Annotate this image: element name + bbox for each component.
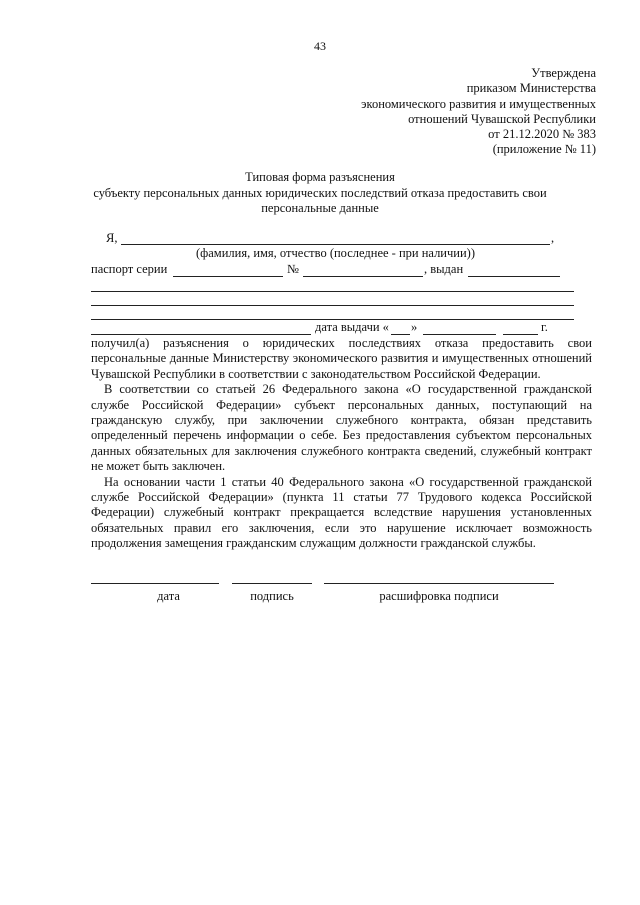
issue-day-field[interactable] [391,334,410,335]
issued-by-line[interactable] [91,305,574,306]
issue-date-close: » [411,320,418,334]
year-suffix: г. [541,320,548,334]
document-title [90,170,550,217]
approval-line: от 21.12.2020 № 383 [488,127,596,142]
title-line: субъекту персональных данных юридических последствий отказа предоставить свои [93,185,547,200]
passport-number-field[interactable] [303,276,423,277]
issue-year-field[interactable] [503,334,538,335]
explanation-text [91,336,592,552]
fio-hint: (фамилия, имя, отчество (последнее - при наличии)) [196,246,475,260]
passport-series-label: паспорт серии [91,262,168,276]
approval-line: приказом Министерства [466,81,596,96]
title-line: персональные данные [261,201,379,215]
passport-series-field[interactable] [173,276,283,277]
paragraph-received: получил(а) разъяснения о юридических последствиях отказа предоставить свои персональные данные Министерству экономического развития и имущественных отношений Чувашской Республики в соответствии с законодательством Российской Федерации. [91,336,592,381]
signature-sign-label: подпись [250,589,294,603]
issued-by-field[interactable] [468,276,560,277]
signature-decode-label: расшифровка подписи [379,589,499,603]
approval-line: Утверждена [531,66,596,80]
approval-line: отношений Чувашской Республики [408,111,596,126]
paragraph-article-40: На основании части 1 статьи 40 Федерального закона «О государственной гражданской службе Российской Федерации» (пункта 11 статьи 77 Трудового кодекса Российской Федерации) служебный контракт прекращается вследствие нарушения установленных обязательных правил его заключения, если это нарушение исключает возможность продолжения замещения гражданским служащим должности гражданской службы. [91,474,592,551]
approval-line: (приложение № 11) [492,142,596,157]
signature-decode-field[interactable] [324,583,554,584]
issue-date-label: дата выдачи « [315,320,389,334]
passport-number-label: № [287,262,299,276]
title-line: Типовая форма разъяснения [245,170,395,184]
signature-sign-field[interactable] [232,583,312,584]
issued-label: , выдан [424,262,464,276]
fio-comma: , [551,231,555,245]
signature-date-label: дата [157,589,180,603]
issued-by-line[interactable] [91,334,311,335]
signature-date-field[interactable] [91,583,219,584]
issue-month-field[interactable] [423,334,496,335]
issued-by-line[interactable] [91,291,574,292]
fio-field[interactable] [121,244,550,245]
i-label: Я, [106,231,118,245]
approval-block [361,66,596,158]
page-number: 43 [314,39,326,53]
approval-line: экономического развития и имущественных [361,96,596,111]
paragraph-article-26: В соответствии со статьей 26 Федерального закона «О государственной гражданской службе Российской Федерации» субъект персональных данных, поступающий на гражданскую службу, при заключении служебного контракта, обязан представить определенный перечень информации о себе. Без предоставления субъектом персональных данных обязательных для заключения служебного контракта сведений, служебный контракт не может быть заключен. [91,382,592,474]
